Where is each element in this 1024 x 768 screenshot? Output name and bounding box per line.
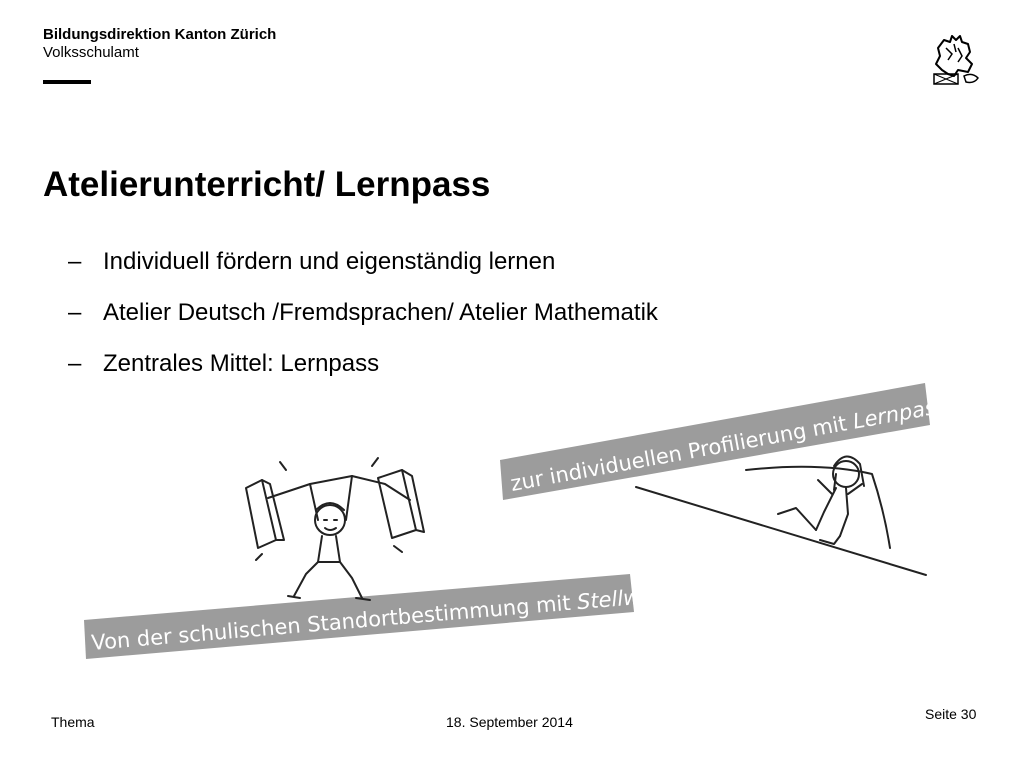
banner-lernpass — [500, 383, 948, 500]
footer-date: 18. September 2014 — [446, 714, 573, 730]
bullet-dash: – — [68, 350, 82, 377]
slide-title: Atelierunterricht/ Lernpass — [43, 165, 491, 204]
banner-stellwerk — [84, 574, 676, 659]
bullet-dash: – — [68, 248, 82, 275]
bullet-text: Atelier Deutsch /Fremdsprachen/ Atelier Mathematik — [103, 299, 658, 326]
climber-drawing — [636, 456, 926, 575]
org-unit: Volksschulamt — [43, 44, 139, 61]
banner-stellwerk-text: Von der schulischen Standortbestimmung mit Stellwerk — [90, 582, 675, 655]
footer-page-number: Seite 30 — [925, 706, 977, 722]
bullet-text: Zentrales Mittel: Lernpass — [103, 350, 380, 377]
weightlifter-drawing — [246, 458, 424, 600]
footer-topic: Thema — [51, 714, 95, 730]
bullet-dash: – — [68, 299, 82, 326]
org-name: Bildungsdirektion Kanton Zürich — [43, 26, 277, 43]
banner-lernpass-text: zur individuellen Profilierung mit Lernpass — [508, 393, 949, 496]
bullet-text: Individuell fördern und eigenständig lernen — [103, 248, 556, 275]
